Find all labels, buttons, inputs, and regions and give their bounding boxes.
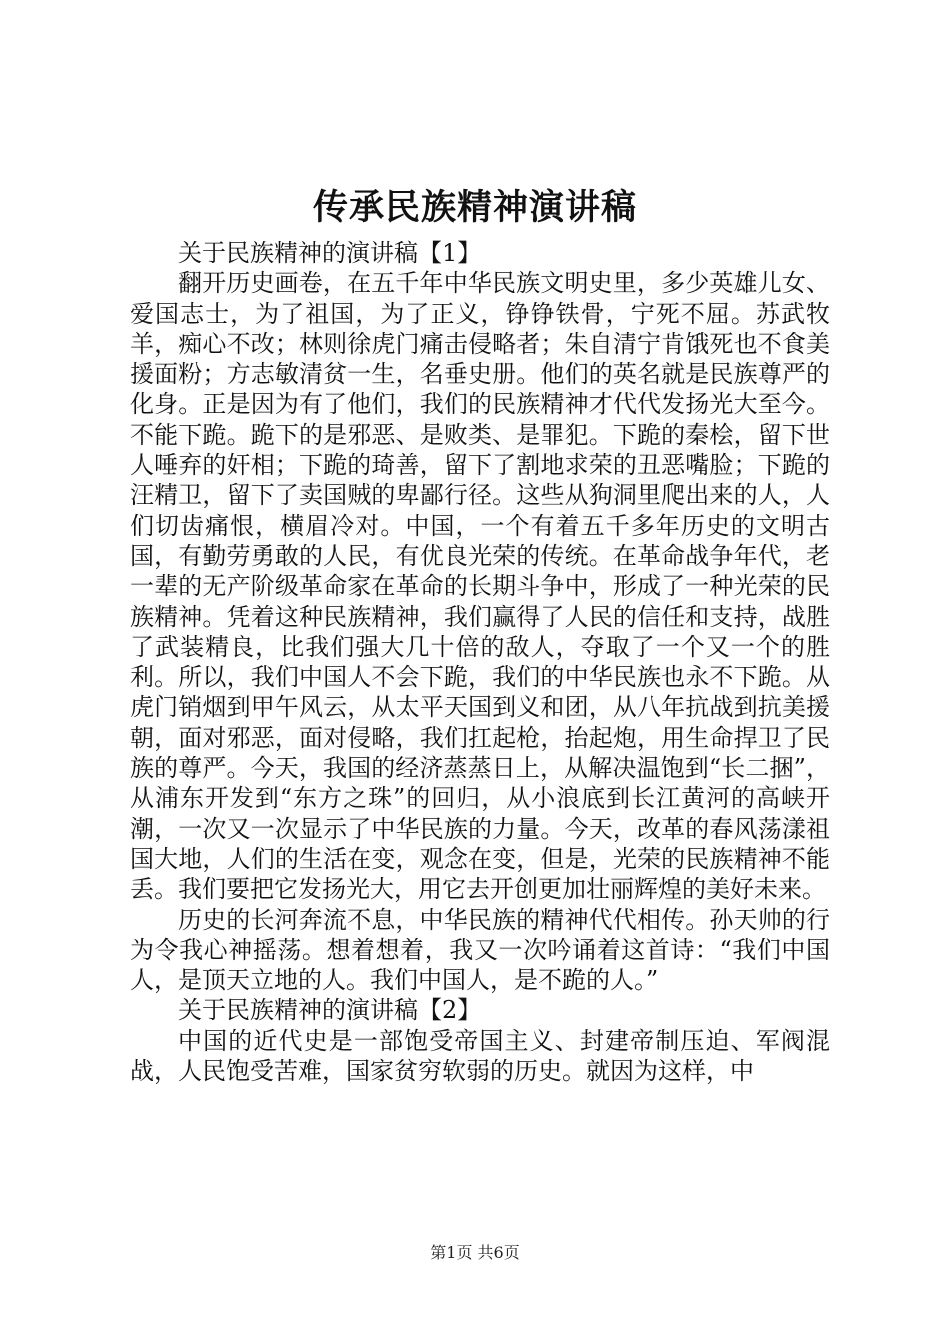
- section-heading-1: 关于民族精神的演讲稿【1】: [178, 239, 482, 267]
- section-heading-2: 关于民族精神的演讲稿【2】: [178, 996, 482, 1025]
- paragraph-1: 翻开历史画卷，在五千年中华民族文明史里，多少英雄儿女、爱国志士，为了祖国，为了正义，铮铮铁骨，宁死不屈。苏武牧羊，痴心不改；林则徐虎门痛击侵略者；朱自清宁肯饿死也不食美援面粉；方志敏清贫一生，名垂史册。他们的英名就是民族尊严的化身。正是因为有了他们，我们的民族精神才代代发扬光大至今。不能下跪。跪下的是邪恶、是败类、是罪犯。下跪的秦桧，留下世人唾弃的奸相；下跪的琦善，留下了割地求荣的丑恶嘴脸；下跪的汪精卫，留下了卖国贼的卑鄙行径。这些从狗洞里爬出来的人，人们切齿痛恨，横眉冷对。中国，一个有着五千多年历史的文明古国，有勤劳勇敢的人民，有优良光荣的传统。在革命战争年代，老一辈的无产阶级革命家在革命的长期斗争中，形成了一种光荣的民族精神。凭着这种民族精神，我们赢得了人民的信任和支持，战胜了武装精良，比我们强大几十倍的敌人，夺取了一个又一个的胜利。所以，我们中国人不会下跪，我们的中华民族也永不下跪。从虎门销烟到甲午风云，从太平天国到义和团，从八年抗战到抗美援朝，面对邪恶，面对侵略，我们扛起枪，抬起炮，用生命捍卫了民族的尊严。今天，我国的经济蒸蒸日上，从解决温饱到“长二捆”，从浦东开发到“东方之珠”的回归，从小浪底到长江黄河的高峡开潮，一次又一次显示了中华民族的力量。今天，改革的春风荡漾祖国大地，人们的生活在变，观念在变，但是，光荣的民族精神不能丢。我们要把它发扬光大，用它去开创更加壮丽辉煌的美好未来。: [130, 269, 830, 904]
- paragraph-3: 中国的近代史是一部饱受帝国主义、封建帝制压迫、军阀混战，人民饱受苦难，国家贫穷软弱的历史。就因为这样，中: [130, 1026, 830, 1086]
- document-title: 传承民族精神演讲稿: [312, 187, 637, 228]
- document-body: [130, 238, 830, 1086]
- page-number-footer: 第1页 共6页: [430, 1243, 520, 1262]
- paragraph-2: 历史的长河奔流不息，中华民族的精神代代相传。孙天帅的行为令我心神摇荡。想着想着，我又一次吟诵着这首诗：“我们中国人，是顶天立地的人。我们中国人，是不跪的人。”: [130, 905, 830, 995]
